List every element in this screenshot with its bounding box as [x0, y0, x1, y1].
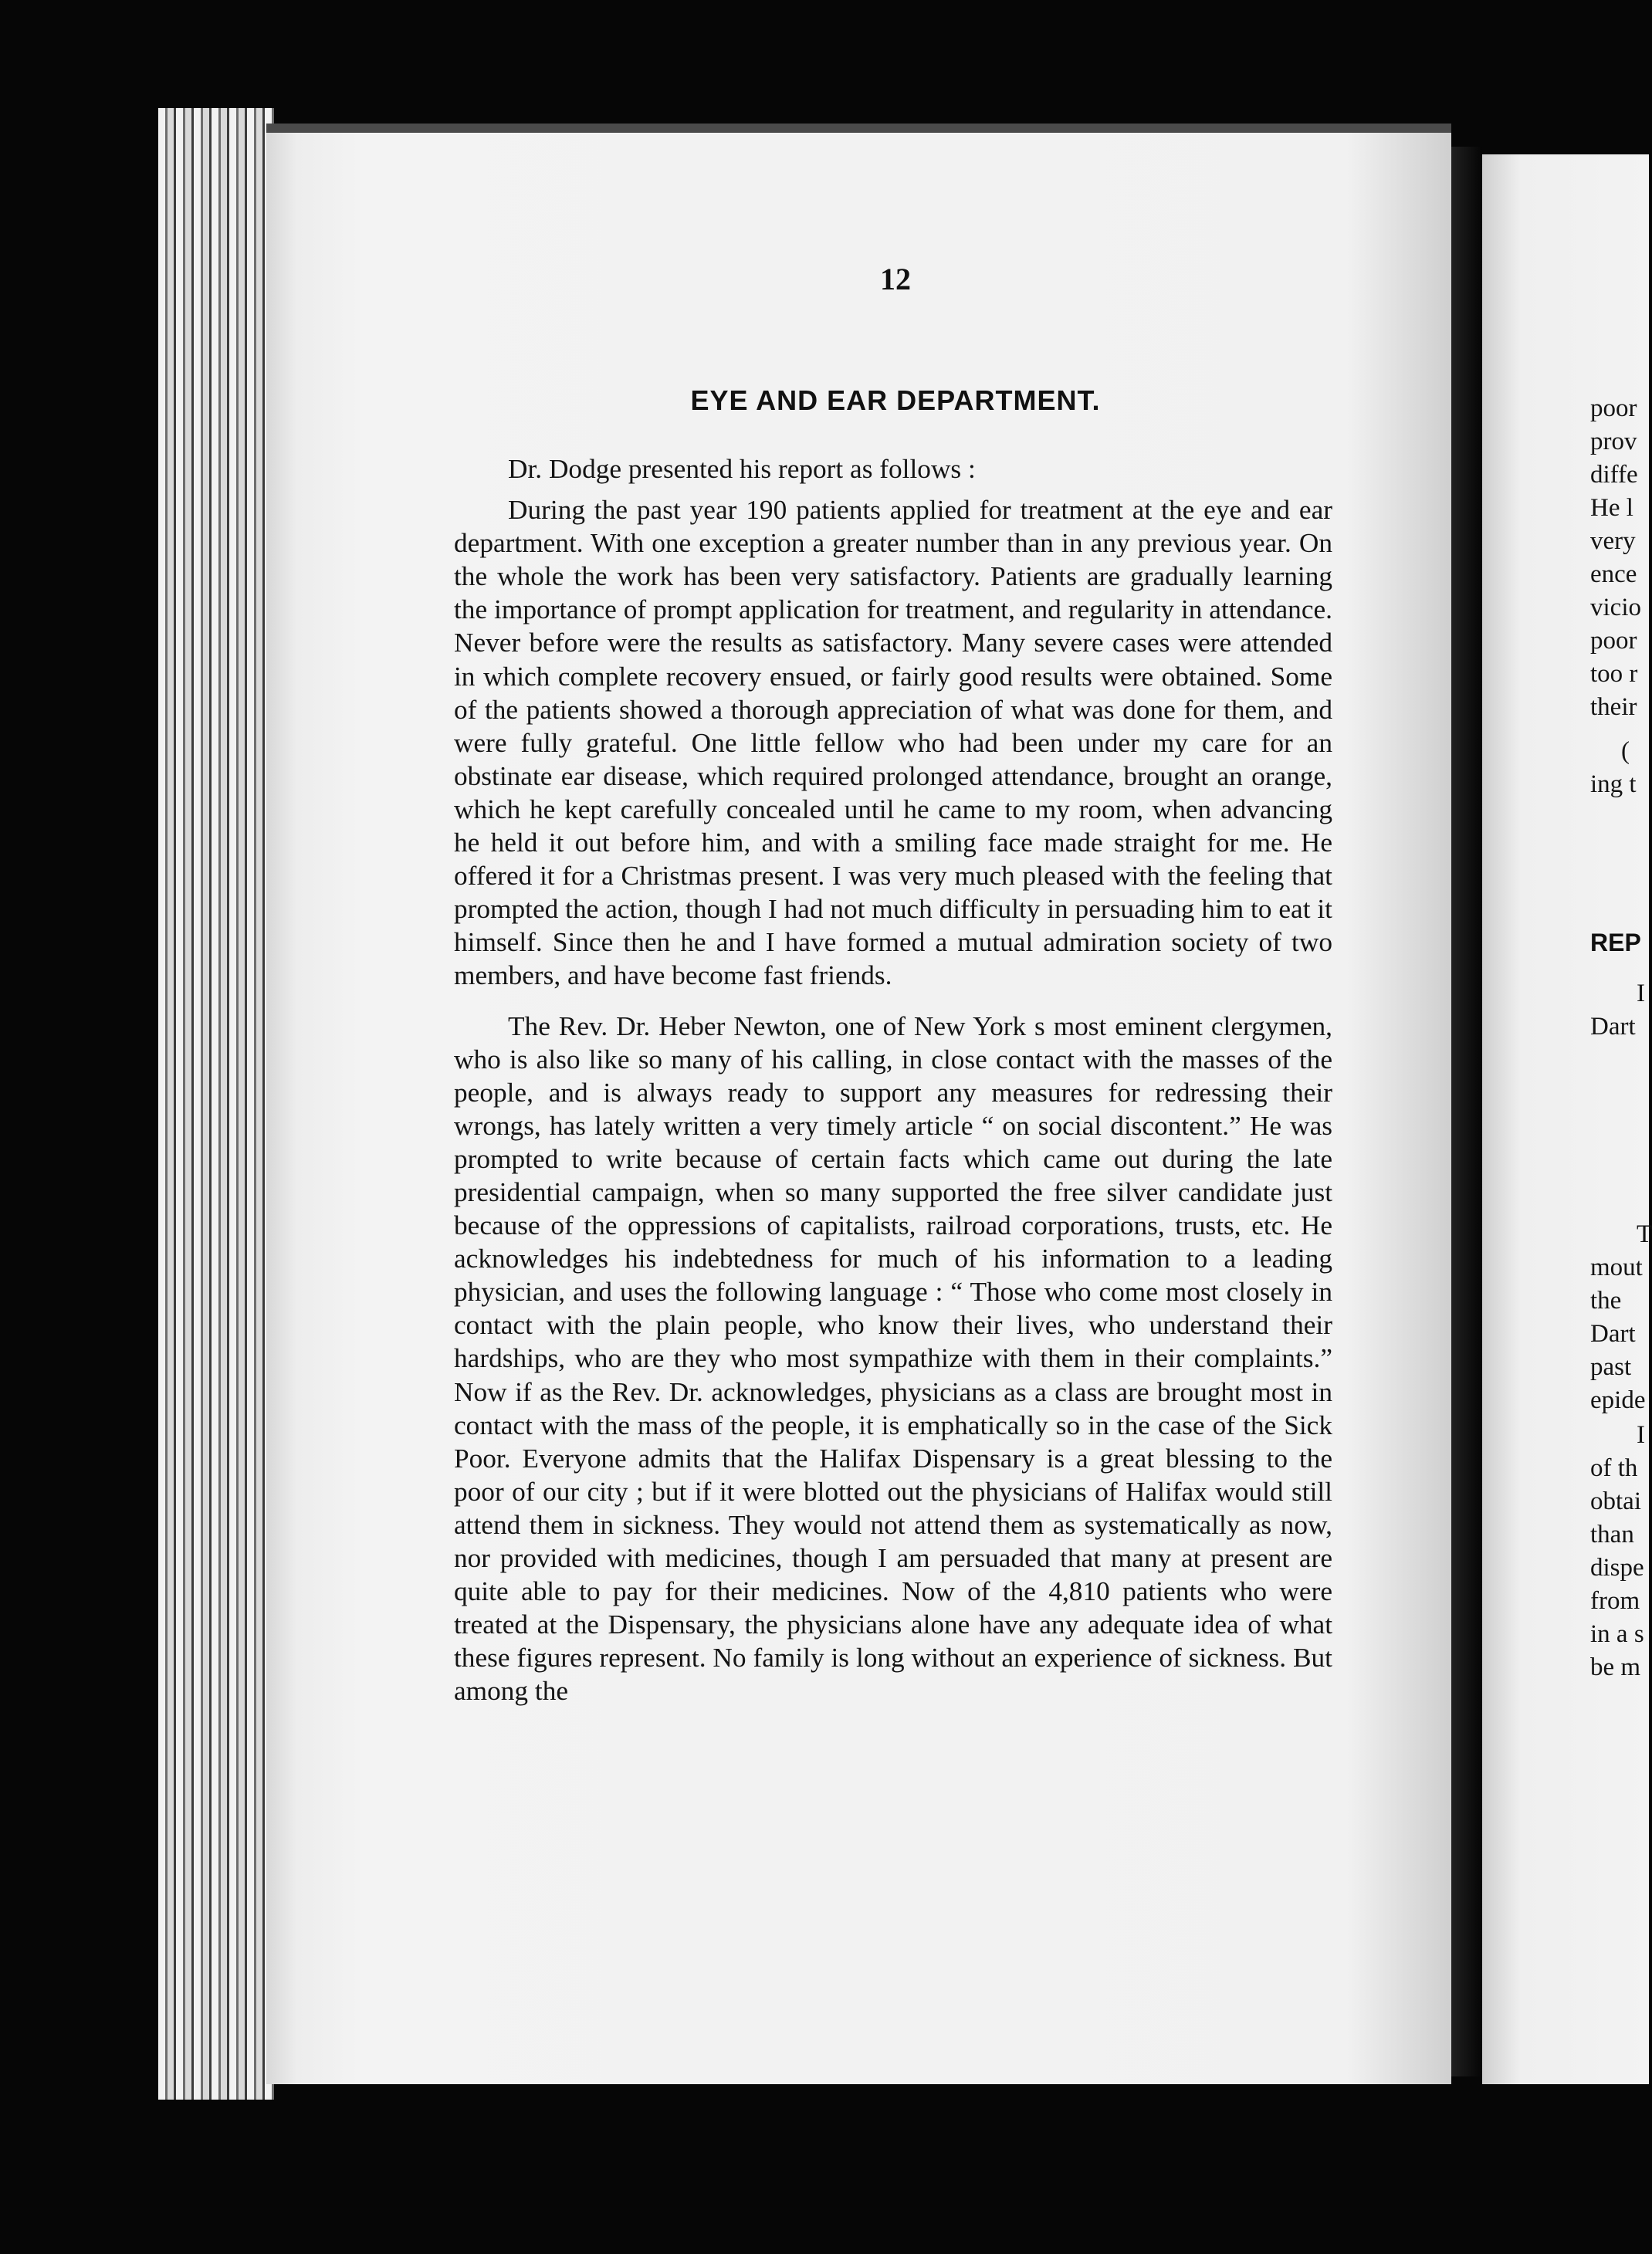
right-fragment-line: vicio	[1590, 594, 1641, 621]
right-page-fragments-after-heading	[1590, 977, 1649, 1044]
paragraph-newton: The Rev. Dr. Heber Newton, one of New York s most eminent clergymen, who is also like so many of his calling, in close contact with the masses of the people, and is always ready to support any measures for redressing their wrongs, has lately written a very timely article “ on social discontent.” He was prompted to write because of certain facts which came out during the late presidential campaign, when so many supported the free silver candidate just because of the oppressions of capitalists, railroad corporations, trusts, etc. He acknowledges his indebtedness for much of his information to a leading physician, and uses the following language : “ Those who come most closely in contact with the plain people, who know their lives, who understand their hardships, who are they who most sympathize with them in their complaints.” Now if as the Rev. Dr. acknowledges, physicians as a class are brought most in contact with the mass of the people, it is emphatically so in the case of the Sick Poor. Everyone admits that the Halifax Dispensary is a great blessing to the poor of our city ; but if it were blotted out the physicians of Halifax would still attend them in sickness. They would not attend them as systematically as now, nor provided with medicines, though I am persuaded that many at present are quite able to pay for their medicines. Now of the 4,810 patients who were treated at the Dispensary, the physicians alone have any adequate idea of what these figures represent. No family is long without an experience of sickness. But among the	[454, 1010, 1332, 1707]
right-fragment-line: very	[1590, 527, 1636, 555]
right-page-fragments-lower	[1590, 1218, 1652, 1417]
section-heading: EYE AND EAR DEPARTMENT.	[690, 384, 1101, 416]
book-gutter	[1451, 147, 1482, 2076]
right-fragment-line: (	[1621, 737, 1630, 765]
right-fragment-line: past	[1590, 1353, 1632, 1381]
right-fragment-line: in a s	[1590, 1620, 1644, 1648]
right-fragment-line: poor	[1590, 627, 1637, 655]
right-fragment-line: epide	[1590, 1386, 1646, 1414]
paragraph-intro: Dr. Dodge presented his report as follows :	[508, 454, 976, 484]
right-page-heading-fragment: REP	[1590, 929, 1641, 956]
right-fragment-line: obtai	[1590, 1487, 1641, 1515]
body-text	[454, 452, 1332, 1707]
right-fragment-line: I	[1637, 980, 1645, 1007]
right-page-fragments-top	[1590, 392, 1649, 724]
book-page-edges	[158, 108, 274, 2100]
right-page-fragments-mid	[1590, 735, 1649, 801]
right-fragment-line: Dart	[1590, 1320, 1636, 1348]
right-fragment-line: than	[1590, 1521, 1634, 1548]
right-fragment-line: of th	[1590, 1454, 1638, 1482]
right-fragment-line: mout	[1590, 1254, 1643, 1281]
right-fragment-line: Dart	[1590, 1013, 1636, 1041]
right-fragment-line: poor	[1590, 394, 1637, 422]
right-fragment-line: diffe	[1590, 461, 1638, 489]
right-fragment-line: the	[1590, 1287, 1622, 1315]
right-fragment-line: T	[1637, 1220, 1652, 1248]
right-fragment-line: dispe	[1590, 1554, 1644, 1582]
right-fragment-line: prov	[1590, 428, 1637, 455]
right-fragment-line: too r	[1590, 660, 1638, 688]
right-fragment-line: be m	[1590, 1653, 1641, 1681]
right-page-fragments-bottom	[1590, 1419, 1649, 1684]
right-fragment-line: ing t	[1590, 770, 1637, 798]
page-number: 12	[880, 262, 911, 296]
right-fragment-line: from	[1590, 1587, 1640, 1615]
right-fragment-line: ence	[1590, 560, 1637, 588]
right-fragment-line: I	[1637, 1421, 1645, 1449]
paragraph-report: During the past year 190 patients applied for treatment at the eye and ear department. With one exception a greater number than in any previous year. On the whole the work has been very satisfactory. Patients are gradually learning the importance of prompt application for treatment, and regularity in attendance. Never before were the results as satisfactory. Many severe cases were attended in which complete recovery ensued, or fairly good results were obtained. Some of the patients showed a thorough appreciation of what was done for them, and were fully grateful. One little fellow who had been under my care for an obstinate ear disease, which required prolonged attendance, brought an orange, which he kept carefully concealed until he came to my room, when advancing he held it out before him, and with a smiling face made straight for me. He offered it for a Christmas present. I was very much pleased with the feeling that prompted the action, though I had not much difficulty in persuading him to eat it himself. Since then he and I have formed a mutual admiration society of two members, and have become fast friends.	[454, 495, 1332, 991]
right-fragment-line: their	[1590, 693, 1637, 721]
right-fragment-line: He l	[1590, 494, 1633, 522]
